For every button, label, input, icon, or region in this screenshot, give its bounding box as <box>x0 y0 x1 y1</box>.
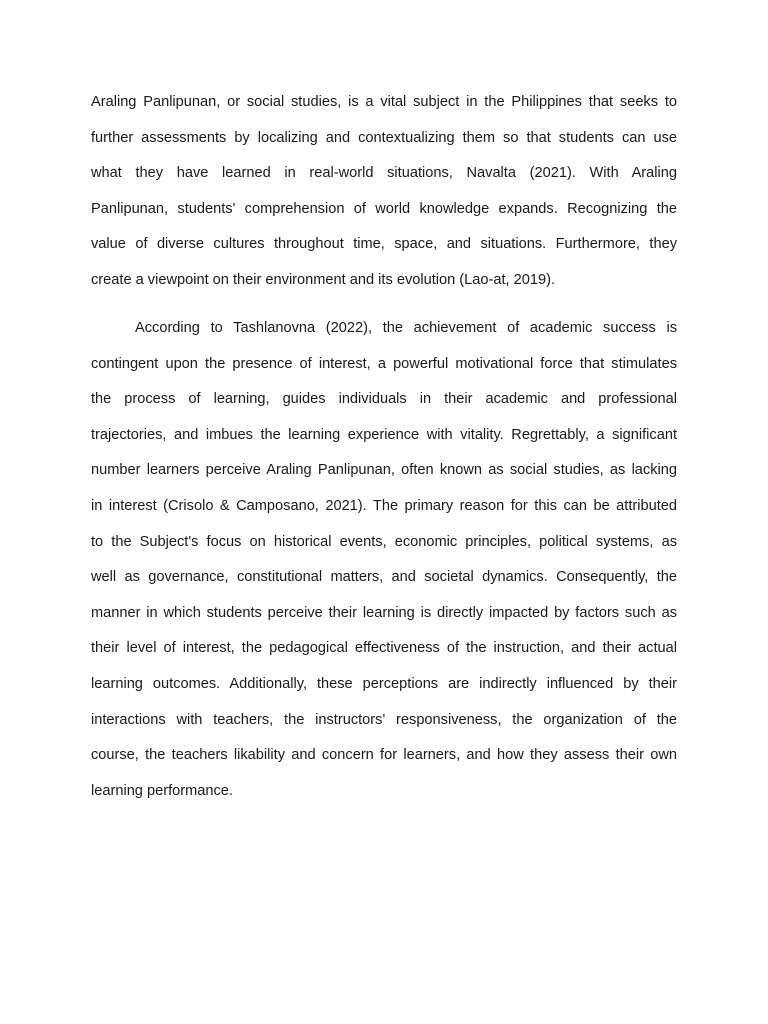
paragraph-line: trajectories, and imbues the learning experience with vitality. Regrettably, a significant <box>91 426 677 443</box>
paragraph-line: their level of interest, the pedagogical effectiveness of the instruction, and their actual <box>91 640 677 657</box>
paragraph-line: Panlipunan, students' comprehension of world knowledge expands. Recognizing the <box>91 200 677 217</box>
paragraph-line: well as governance, constitutional matters, and societal dynamics. Consequently, the <box>91 569 677 586</box>
paragraph-line: manner in which students perceive their learning is directly impacted by factors such as <box>91 604 677 621</box>
paragraph-line: value of diverse cultures throughout time, space, and situations. Furthermore, they <box>91 236 677 253</box>
paragraph-line: Araling Panlipunan, or social studies, is a vital subject in the Philippines that seeks to <box>91 94 677 110</box>
paragraph-line: what they have learned in real-world situations, Navalta (2021). With Araling <box>91 165 677 182</box>
paragraph-1 <box>91 85 677 299</box>
paragraph-line: number learners perceive Araling Panlipunan, often known as social studies, as lacking <box>91 462 677 479</box>
paragraph-line: the process of learning, guides individuals in their academic and professional <box>91 391 677 408</box>
paragraph-2 <box>91 311 677 809</box>
paragraph-line: contingent upon the presence of interest, a powerful motivational force that stimulates <box>91 355 677 372</box>
paragraph-line: create a viewpoint on their environment and its evolution (Lao-at, 2019). <box>91 271 556 288</box>
paragraph-line: According to Tashlanovna (2022), the achievement of academic success is <box>135 320 677 336</box>
paragraph-line: course, the teachers likability and concern for learners, and how they assess their own <box>91 747 677 764</box>
paragraph-line: further assessments by localizing and contextualizing them so that students can use <box>91 129 677 146</box>
paragraph-line: learning outcomes. Additionally, these perceptions are indirectly influenced by their <box>91 675 677 692</box>
paragraph-line: in interest (Crisolo & Camposano, 2021). The primary reason for this can be attributed <box>91 497 677 514</box>
paragraph-line: to the Subject's focus on historical events, economic principles, political systems, as <box>91 533 677 550</box>
paragraph-line: learning performance. <box>91 782 233 799</box>
paragraph-line: interactions with teachers, the instructors' responsiveness, the organization of the <box>91 711 677 728</box>
